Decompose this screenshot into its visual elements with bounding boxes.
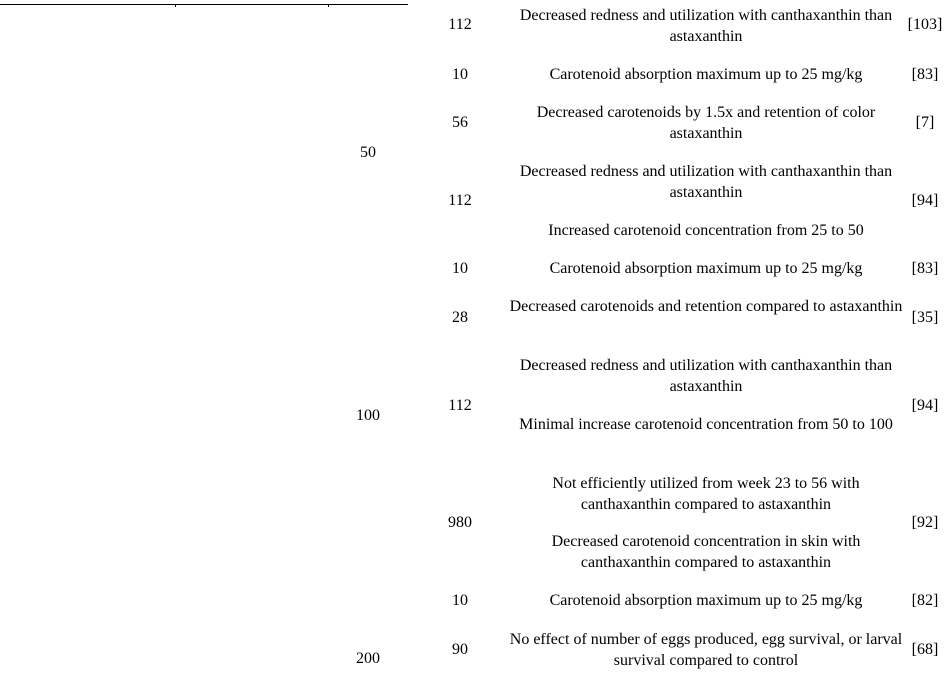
effect-cell: Decreased redness and utilization with canthaxanthin than astaxanthin	[519, 163, 893, 201]
effect-cell: Decreased redness and utilization with canthaxanthin than astaxanthin	[519, 7, 893, 45]
days-cell: 980	[448, 514, 472, 531]
effect-cell: Decreased redness and utilization with canthaxanthin than astaxanthin	[519, 357, 893, 395]
effect-cell: Carotenoid absorption maximum up to 25 mg/kg	[549, 66, 863, 83]
effect-cell: Decreased carotenoid concentration in skin with canthaxanthin compared to astaxanthin	[551, 533, 861, 571]
days-cell: 28	[452, 309, 468, 326]
reference-cell: [35]	[911, 309, 939, 326]
reference-cell: [92]	[911, 514, 939, 531]
effect-cell: Minimal increase carotenoid concentration from 50 to 100	[519, 416, 893, 433]
days-cell: 112	[448, 397, 472, 414]
reference-cell: [7]	[915, 114, 935, 131]
effect-cell: Decreased carotenoids by 1.5x and retention of color astaxanthin	[536, 104, 876, 142]
days-cell: 10	[452, 592, 468, 609]
table-top-rule	[0, 4, 408, 5]
reference-cell: [103]	[907, 16, 943, 33]
dose-cell: 50	[360, 144, 376, 161]
reference-cell: [83]	[911, 260, 939, 277]
days-cell: 56	[452, 114, 468, 131]
dose-cell: 100	[356, 407, 380, 424]
reference-cell: [94]	[911, 397, 939, 414]
days-cell: 10	[452, 66, 468, 83]
days-cell: 112	[448, 192, 472, 209]
effect-cell: Not efficiently utilized from week 23 to 56 with canthaxanthin compared to astaxanthin	[552, 475, 860, 513]
reference-cell: [83]	[911, 66, 939, 83]
column-tick	[175, 4, 176, 7]
days-cell: 112	[448, 16, 472, 33]
column-tick	[328, 4, 329, 7]
effect-cell: Decreased carotenoids and retention compared to astaxanthin	[509, 298, 903, 315]
dose-cell: 200	[356, 650, 380, 667]
reference-cell: [82]	[911, 592, 939, 609]
reference-cell: [94]	[911, 192, 939, 209]
reference-cell: [68]	[911, 641, 939, 658]
effect-cell: Increased carotenoid concentration from 25 to 50	[548, 222, 864, 239]
days-cell: 10	[452, 260, 468, 277]
days-cell: 90	[452, 641, 468, 658]
effect-cell: Carotenoid absorption maximum up to 25 mg/kg	[549, 592, 863, 609]
effect-cell: Carotenoid absorption maximum up to 25 mg/kg	[549, 260, 863, 277]
effect-cell: No effect of number of eggs produced, egg survival, or larval survival compared to control	[509, 631, 903, 669]
